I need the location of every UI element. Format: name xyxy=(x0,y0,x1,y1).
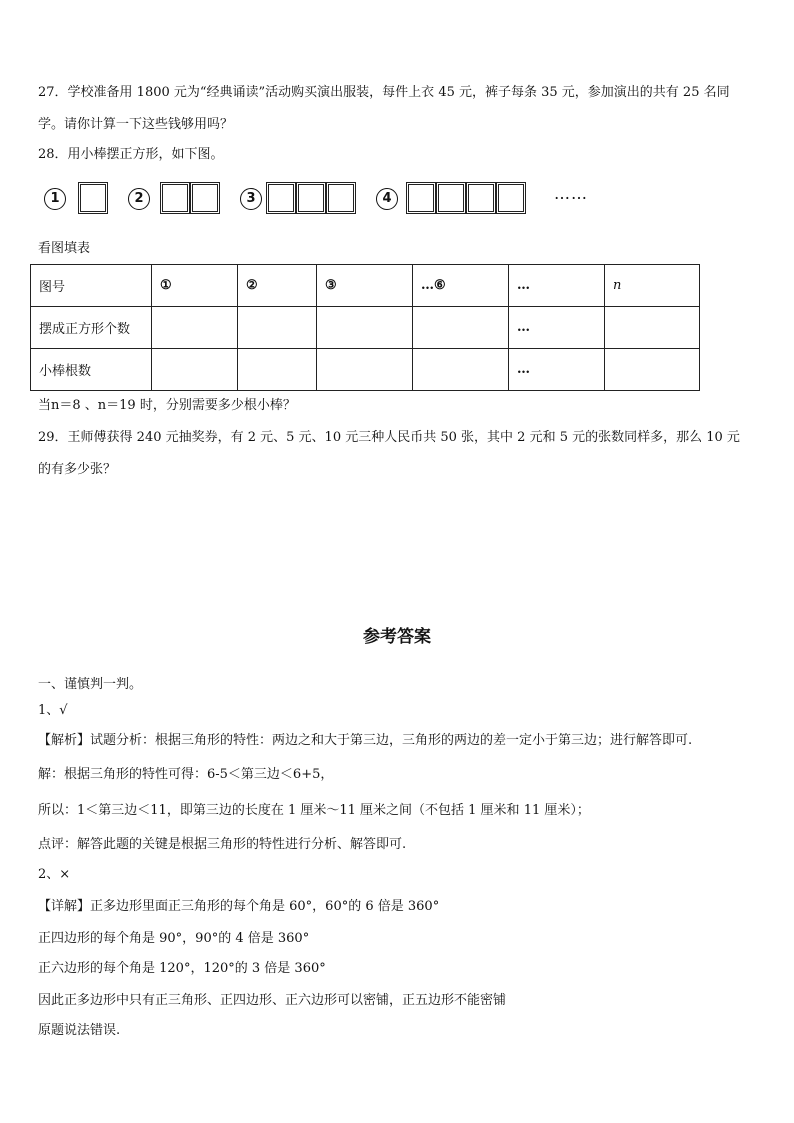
figure-label-2: 2 xyxy=(128,188,150,210)
figure-label-3: 3 xyxy=(240,188,262,210)
fill-in-table xyxy=(30,264,700,391)
table-cell: ② xyxy=(238,265,317,307)
stick-squares-figure xyxy=(44,180,604,226)
stick-square xyxy=(296,182,326,214)
table-cell: … xyxy=(509,307,605,349)
answer-cell[interactable] xyxy=(152,349,238,391)
stick-square xyxy=(190,182,220,214)
answer-cell[interactable] xyxy=(238,349,317,391)
q27-line1: 27．学校准备用 1800 元为“经典诵读”活动购买演出服装，每件上衣 45 元，裤子每条 35 元，参加演出的共有 25 名同 xyxy=(38,85,730,100)
q28-intro: 28．用小棒摆正方形，如下图。 xyxy=(38,147,224,162)
q28-question: 当n＝8 、n＝19 时，分别需要多少根小棒？ xyxy=(38,398,296,413)
table-cell: 图号 xyxy=(31,265,152,307)
stick-square xyxy=(160,182,190,214)
answer-1-number: 1、√ xyxy=(38,703,68,718)
q27-line2: 学。请你计算一下这些钱够用吗？ xyxy=(38,117,234,132)
table-row xyxy=(31,349,700,391)
answer-2-line5: 原题说法错误. xyxy=(38,1023,121,1038)
table-cell: … xyxy=(509,265,605,307)
table-header-row xyxy=(31,265,700,307)
section-heading: 一、谨慎判一判。 xyxy=(38,677,143,692)
stick-square xyxy=(466,182,496,214)
answer-2-line4: 因此正多边形中只有正三角形、正四边形、正六边形可以密铺，正五边形不能密铺 xyxy=(38,993,507,1008)
table-cell: 小棒根数 xyxy=(31,349,152,391)
stick-square xyxy=(78,182,108,214)
table-cell: …⑥ xyxy=(413,265,509,307)
figure-label-1: 1 xyxy=(44,188,66,210)
answer-cell[interactable] xyxy=(413,349,509,391)
answer-cell[interactable] xyxy=(605,349,700,391)
answer-cell[interactable] xyxy=(605,307,700,349)
answer-cell[interactable] xyxy=(238,307,317,349)
table-row xyxy=(31,307,700,349)
stick-square xyxy=(326,182,356,214)
table-caption: 看图填表 xyxy=(38,241,91,256)
stick-square xyxy=(436,182,466,214)
table-cell: ① xyxy=(152,265,238,307)
answer-2-number: 2、× xyxy=(38,867,71,882)
answer-2-line2: 正四边形的每个角是 90°，90°的 4 倍是 360° xyxy=(38,931,310,946)
answer-cell[interactable] xyxy=(317,349,413,391)
answer-cell[interactable] xyxy=(413,307,509,349)
q29-line2: 的有多少张？ xyxy=(38,462,117,477)
q29-line1: 29．王师傅获得 240 元抽奖券，有 2 元、5 元、10 元三种人民币共 50 张，其中 2 元和 5 元的张数同样多，那么 10 元 xyxy=(38,430,740,445)
stick-square xyxy=(496,182,526,214)
answers-title: 参考答案 xyxy=(363,627,431,647)
stick-square xyxy=(406,182,436,214)
answer-cell[interactable] xyxy=(152,307,238,349)
table-cell xyxy=(605,265,700,307)
answer-1-analysis: 【解析】试题分析：根据三角形的特性：两边之和大于第三边，三角形的两边的差一定小于第三边；进行解答即可. xyxy=(38,733,693,748)
table-cell: … xyxy=(509,349,605,391)
answer-1-conclusion: 所以：1＜第三边＜11，即第三边的长度在 1 厘米～11 厘米之间（不包括 1 厘米和 11 厘米）； xyxy=(38,803,590,818)
answer-2-detail: 【详解】正多边形里面正三角形的每个角是 60°，60°的 6 倍是 360° xyxy=(38,899,440,914)
n-variable: n xyxy=(613,278,622,293)
table-cell: ③ xyxy=(317,265,413,307)
answer-2-line3: 正六边形的每个角是 120°，120°的 3 倍是 360° xyxy=(38,961,326,976)
answer-1-solution: 解：根据三角形的特性可得：6-5＜第三边＜6+5， xyxy=(38,767,334,782)
stick-square xyxy=(266,182,296,214)
figure-ellipsis: …… xyxy=(554,184,588,203)
answer-1-comment: 点评：解答此题的关键是根据三角形的特性进行分析、解答即可. xyxy=(38,837,407,852)
figure-label-4: 4 xyxy=(376,188,398,210)
answer-cell[interactable] xyxy=(317,307,413,349)
table-cell: 摆成正方形个数 xyxy=(31,307,152,349)
